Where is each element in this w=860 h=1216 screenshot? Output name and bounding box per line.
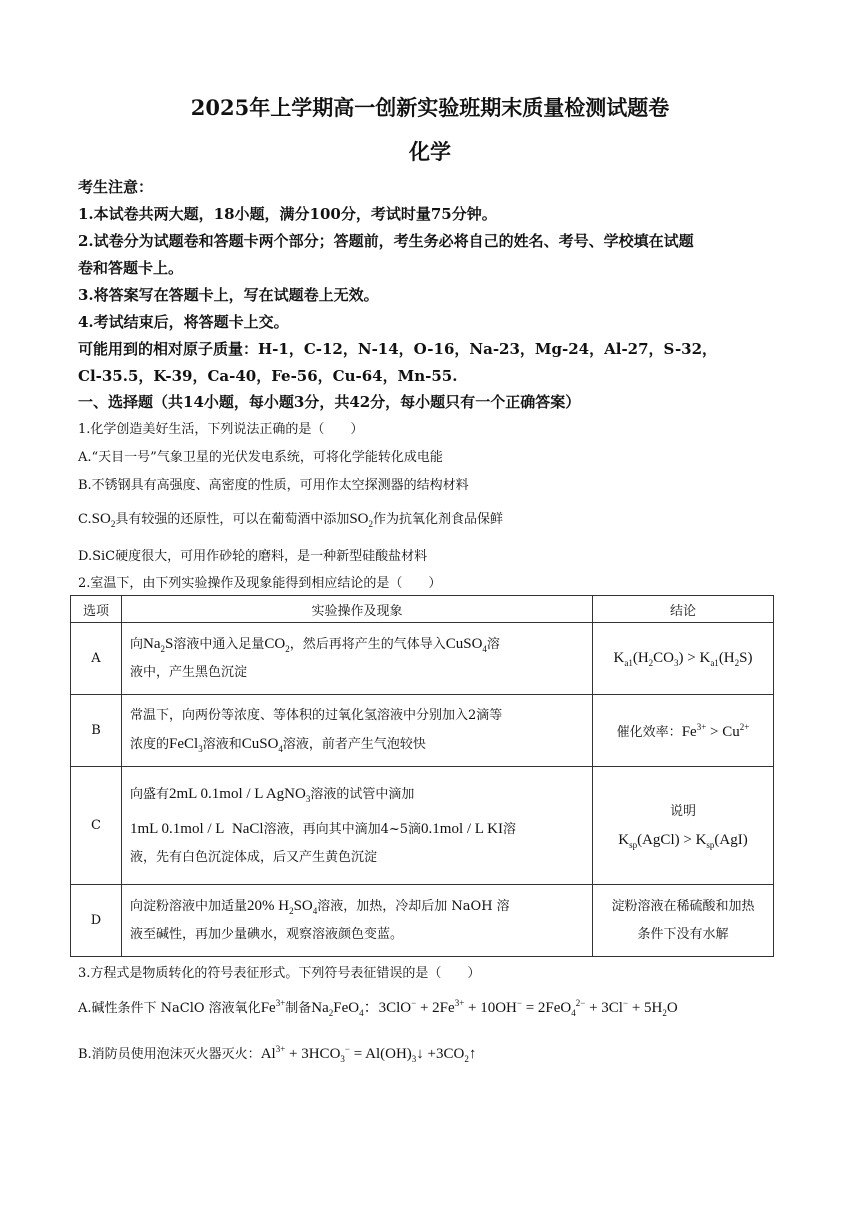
row-b-operation: 常温下，向两份等浓度、等体积的过氧化氢溶液中分别加入2滴等 浓度的FeCl$_3$溶液和CuSO$_4$溶液，前者产生气泡较快 [122,695,593,767]
atomic-masses-line-2: Cl-35.5，K-39，Ca-40，Fe-56，Cu-64，Mn-55. [78,367,458,385]
row-a-option: A [71,623,122,695]
q1-option-a: A.“天目一号”气象卫星的光伏发电系统，可将化学能转化成电能 [78,450,443,465]
q3-stem: 3.方程式是物质转化的符号表征形式。下列符号表征错误的是（ ） [78,966,481,981]
row-a-operation: 向$Na_2S$溶液中通入足量$CO_2$，然后再将产生的气体导入CuSO$_4$溶 液中，产生黑色沉淀 [122,623,593,695]
q1-option-d: D.SiC硬度很大，可用作砂轮的磨料，是一种新型硅酸盐材料 [78,549,428,564]
q3-option-b: B.消防员使用泡沫灭火器灭火：$Al^{3+} + 3HCO_3^-$ = $Al(OH)_3↓$ $+3CO_2↑$ [78,1044,477,1064]
notice-item-3: 3.将答案写在答题卡上，写在试题卷上无效。 [78,286,379,304]
notice-item-1: 1.本试卷共两大题，18小题，满分100分，考试时量75分钟。 [78,205,497,223]
section-heading: 一、选择题（共14小题，每小题3分，共42分，每小题只有一个正确答案） [78,393,581,411]
row-d-operation: 向淀粉溶液中加适量20% $H_2SO_4$溶液，加热，冷却后加 NaOH 溶 液至碱性，再加少量碘水，观察溶液颜色变蓝。 [122,885,593,957]
notice-item-4: 4.考试结束后，将答题卡上交。 [78,313,289,331]
exam-title: 2025年上学期高一创新实验班期末质量检测试题卷 [190,95,670,120]
row-a-conclusion: $K_{a1}(H_2CO_3) > K_{a1}(H_2S)$ [593,623,774,695]
row-c-option: C [71,767,122,885]
q2-stem: 2.室温下，由下列实验操作及现象能得到相应结论的是（ ） [78,576,442,591]
header-operation: 实验操作及现象 [122,596,593,623]
row-c-conclusion: 说明 $K_{sp}(AgCl) > K_{sp}(AgI)$ [593,767,774,885]
header-conclusion: 结论 [593,596,774,623]
table-row-a [71,623,774,695]
table-header-row [71,596,774,623]
experiment-table [70,595,774,957]
q1-stem: 1.化学创造美好生活，下列说法正确的是（ ） [78,422,364,437]
row-d-conclusion: 淀粉溶液在稀硫酸和加热 条件下没有水解 [593,885,774,957]
row-c-operation: 向盛有2mL 0.1mol / L AgNO$_3$溶液的试管中滴加 1mL 0.1mol / L NaCl溶液，再向其中滴加4~5滴0.1mol / L KI溶 液，先有白色沉淀体成，后又产生黄色沉淀 [122,767,593,885]
row-b-option: B [71,695,122,767]
row-b-conclusion: 催化效率：$Fe^{3+} > Cu^{2+}$ [593,695,774,767]
q1-option-b: B.不锈钢具有高强度、高密度的性质，可用作太空探测器的结构材料 [78,478,469,493]
table-row-c [71,767,774,885]
subject-title: 化学 [409,139,451,164]
notice-item-2: 2.试卷分为试题卷和答题卡两个部分；答题前，考生务必将自己的姓名、考号、学校填在试题 [78,232,694,250]
table-row-b [71,695,774,767]
header-option: 选项 [71,596,122,623]
notice-heading: 考生注意： [78,178,154,196]
q1-option-c: $C.SO_2$具有较强的还原性，可以在葡萄酒中添加$SO_2$作为抗氧化剂食品保鲜 [78,511,504,529]
table-row-d [71,885,774,957]
q3-option-a: A.碱性条件下 NaClO 溶液氧化$Fe^{3+}$制备$Na_2FeO_4$：$3ClO^- + 2Fe^{3+} + 10OH^- = 2FeO_4^{2-} + 3Cl^- + 5H_2O$ [78,998,678,1018]
notice-item-2-cont: 卷和答题卡上。 [78,259,184,277]
row-d-option: D [71,885,122,957]
atomic-masses-line-1: 可能用到的相对原子质量：H-1，C-12，N-14，O-16，Na-23，Mg-24，Al-27，S-32， [78,340,718,358]
